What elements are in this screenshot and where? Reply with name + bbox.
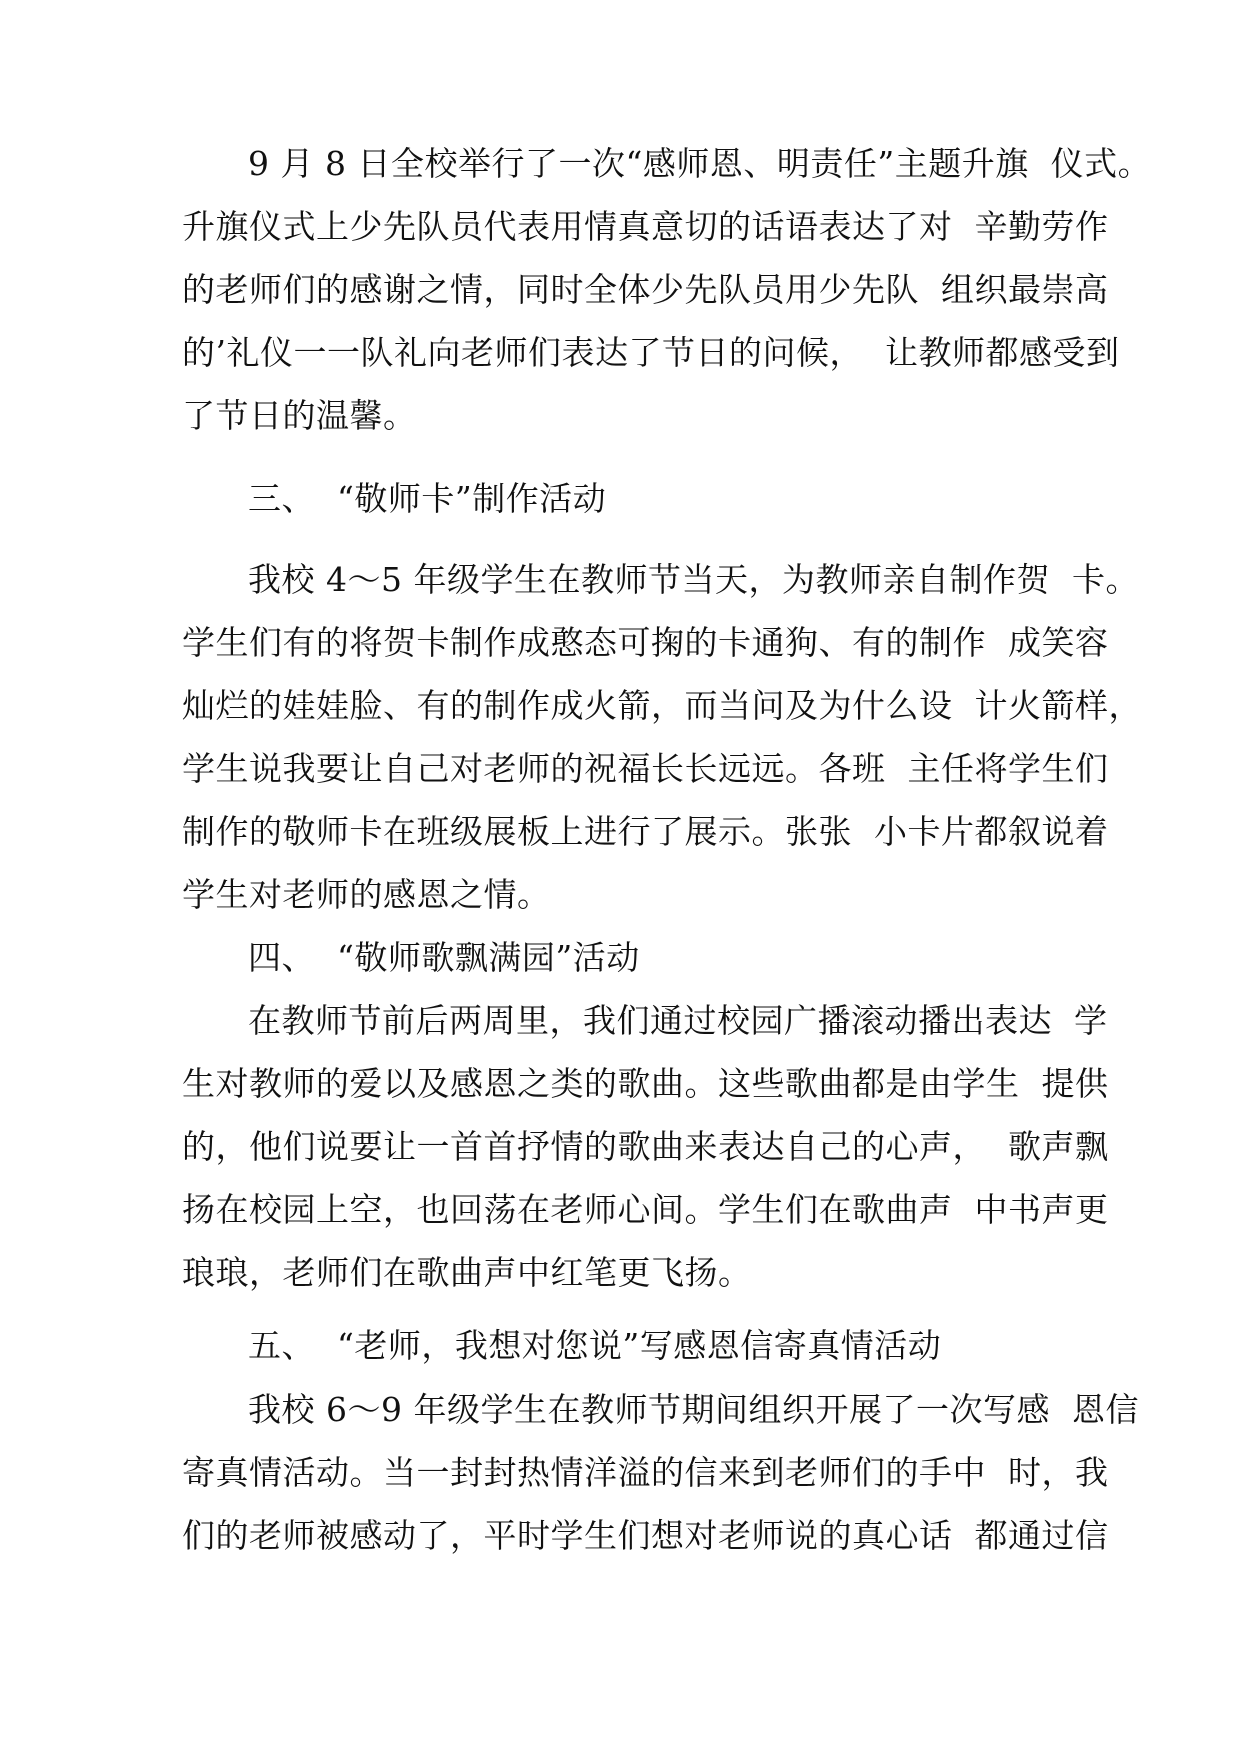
text-line: 的，他们说要让一首首抒情的歌曲来表达自己的心声， 歌声飘 xyxy=(182,1127,1109,1166)
section-heading: 五、 “老师，我想对您说”写感恩信寄真情活动 xyxy=(248,1326,942,1365)
text-line: 我校 6～9 年级学生在教师节期间组织开展了一次写感 恩信 xyxy=(248,1390,1139,1429)
text-line: 们的老师被感动了，平时学生们想对老师说的真心话 都通过信 xyxy=(182,1516,1109,1555)
text-line: 在教师节前后两周里，我们通过校园广播滚动播出表达 学 xyxy=(248,1001,1108,1040)
text-line: 学生们有的将贺卡制作成憨态可掬的卡通狗、有的制作 成笑容 xyxy=(182,623,1109,662)
section-heading: 三、 “敬师卡”制作活动 xyxy=(248,479,607,518)
section-heading: 四、 “敬师歌飘满园”活动 xyxy=(248,938,640,977)
text-line: 学生说我要让自己对老师的祝福长长远远。各班 主任将学生们 xyxy=(182,749,1109,788)
text-line: 制作的敬师卡在班级展板上进行了展示。张张 小卡片都叙说着 xyxy=(182,812,1109,851)
text-line: 了节日的温馨。 xyxy=(182,396,417,435)
text-line: 的老师们的感谢之情，同时全体少先队员用少先队 组织最崇高 xyxy=(182,270,1109,309)
text-line: 琅琅，老师们在歌曲声中红笔更飞扬。 xyxy=(182,1253,752,1292)
text-line: 扬在校园上空，也回荡在老师心间。学生们在歌曲声 中书声更 xyxy=(182,1190,1109,1229)
text-line: 的’礼仪一一队礼向老师们表达了节日的问候， 让教师都感受到 xyxy=(182,333,1120,372)
text-line: 学生对老师的感恩之情。 xyxy=(182,875,551,914)
text-line: 灿烂的娃娃脸、有的制作成火箭，而当问及为什么设 计火箭样， xyxy=(182,686,1142,725)
text-line: 升旗仪式上少先队员代表用情真意切的话语表达了对 辛勤劳作 xyxy=(182,207,1109,246)
text-line: 寄真情活动。当一封封热情洋溢的信来到老师们的手中 时，我 xyxy=(182,1453,1109,1492)
text-line: 9 月 8 日全校举行了一次“感师恩、明责任”主题升旗 仪式。 xyxy=(248,144,1152,183)
text-line: 生对教师的爱以及感恩之类的歌曲。这些歌曲都是由学生 提供 xyxy=(182,1064,1109,1103)
text-line: 我校 4～5 年级学生在教师节当天，为教师亲自制作贺 卡。 xyxy=(248,560,1139,599)
